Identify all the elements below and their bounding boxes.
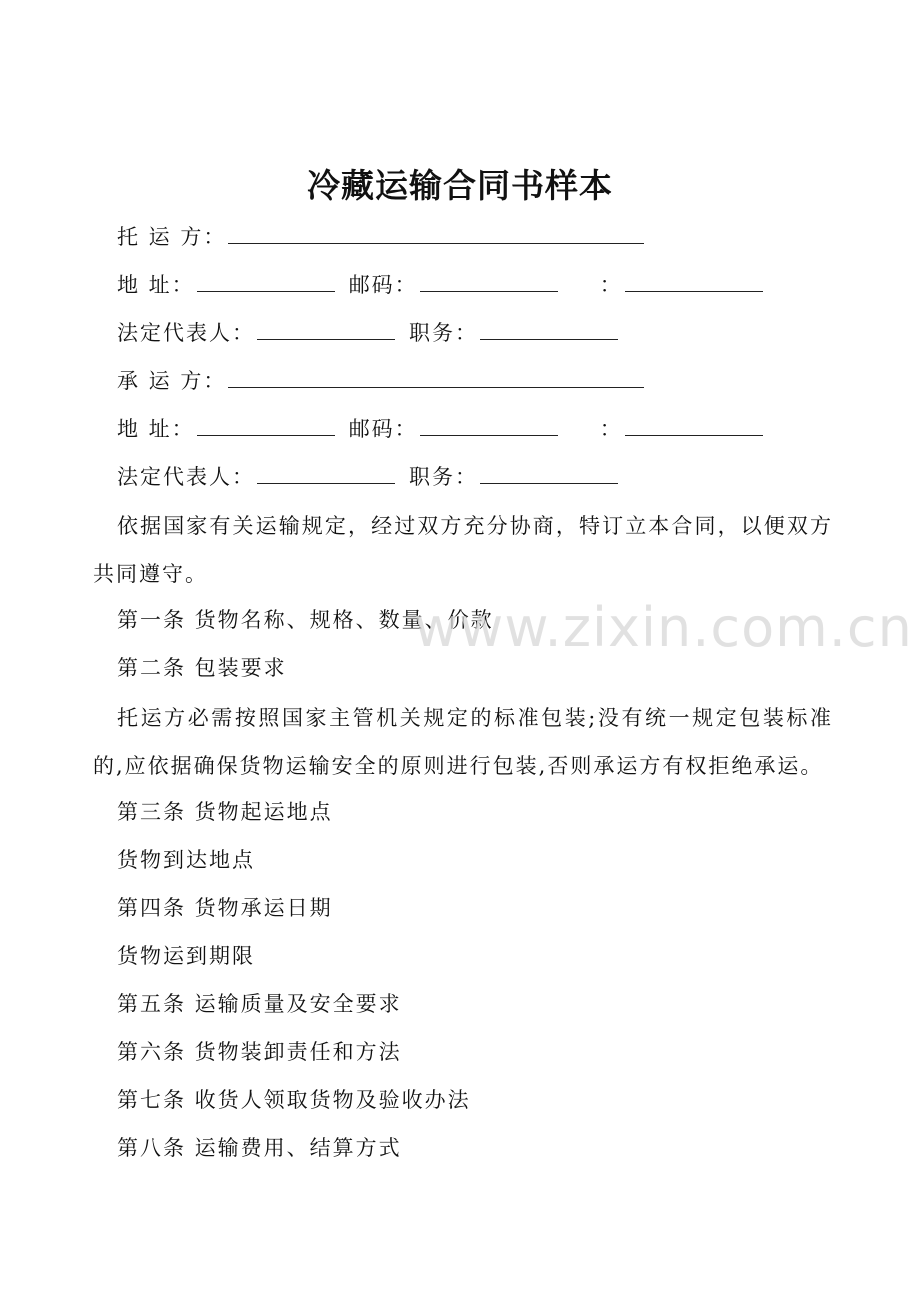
shipper-position-label: 职务： (409, 321, 478, 345)
carrier-postcode-blank[interactable] (420, 413, 558, 436)
shipper-postcode-blank[interactable] (420, 269, 558, 292)
shipper-name-blank[interactable] (228, 221, 644, 244)
carrier-extra-colon: ： (599, 417, 623, 441)
shipper-label: 托 运 方： (117, 225, 227, 249)
shipper-rep-blank[interactable] (257, 317, 395, 340)
shipper-address-line (117, 269, 763, 300)
shipper-extra-blank[interactable] (625, 269, 763, 292)
shipper-rep-label: 法定代表人： (117, 321, 255, 345)
article-8: 第八条 运输费用、结算方式 (117, 1136, 402, 1160)
carrier-position-label: 职务： (409, 465, 478, 489)
article-6: 第六条 货物装卸责任和方法 (117, 1040, 402, 1064)
carrier-extra-blank[interactable] (625, 413, 763, 436)
article-4: 第四条 货物承运日期 (117, 896, 333, 920)
document-title: 冷藏运输合同书样本 (307, 166, 613, 205)
carrier-rep-label: 法定代表人： (117, 465, 255, 489)
arrival-location: 货物到达地点 (117, 848, 255, 872)
shipper-extra-colon: ： (599, 273, 623, 297)
article-2: 第二条 包装要求 (117, 656, 287, 680)
article-1: 第一条 货物名称、规格、数量、价款 (117, 608, 494, 632)
carrier-line (117, 365, 644, 396)
carrier-position-blank[interactable] (480, 461, 618, 484)
article-5: 第五条 运输质量及安全要求 (117, 992, 402, 1016)
carrier-address-line (117, 413, 763, 444)
carrier-address-label: 地 址： (117, 417, 195, 441)
shipper-line (117, 221, 644, 252)
intro-paragraph: 依据国家有关运输规定，经过双方充分协商，特订立本合同，以便双方共同遵守。 (93, 514, 833, 586)
carrier-address-blank[interactable] (197, 413, 335, 436)
carrier-rep-blank[interactable] (257, 461, 395, 484)
shipper-address-blank[interactable] (197, 269, 335, 292)
article-3: 第三条 货物起运地点 (117, 800, 333, 824)
packaging-paragraph: 托运方必需按照国家主管机关规定的标准包装;没有统一规定包装标准的,应依据确保货物运输安全的原则进行包装,否则承运方有权拒绝承运。 (93, 706, 833, 778)
article-7: 第七条 收货人领取货物及验收办法 (117, 1088, 471, 1112)
watermark: www.zixin.com.cn (414, 596, 913, 659)
shipper-position-blank[interactable] (480, 317, 618, 340)
carrier-rep-line (117, 461, 618, 492)
delivery-deadline: 货物运到期限 (117, 944, 255, 968)
shipper-postcode-label: 邮码： (348, 273, 418, 297)
carrier-name-blank[interactable] (228, 365, 644, 388)
shipper-address-label: 地 址： (117, 273, 195, 297)
carrier-label: 承 运 方： (117, 369, 227, 393)
shipper-rep-line (117, 317, 618, 348)
carrier-postcode-label: 邮码： (348, 417, 418, 441)
